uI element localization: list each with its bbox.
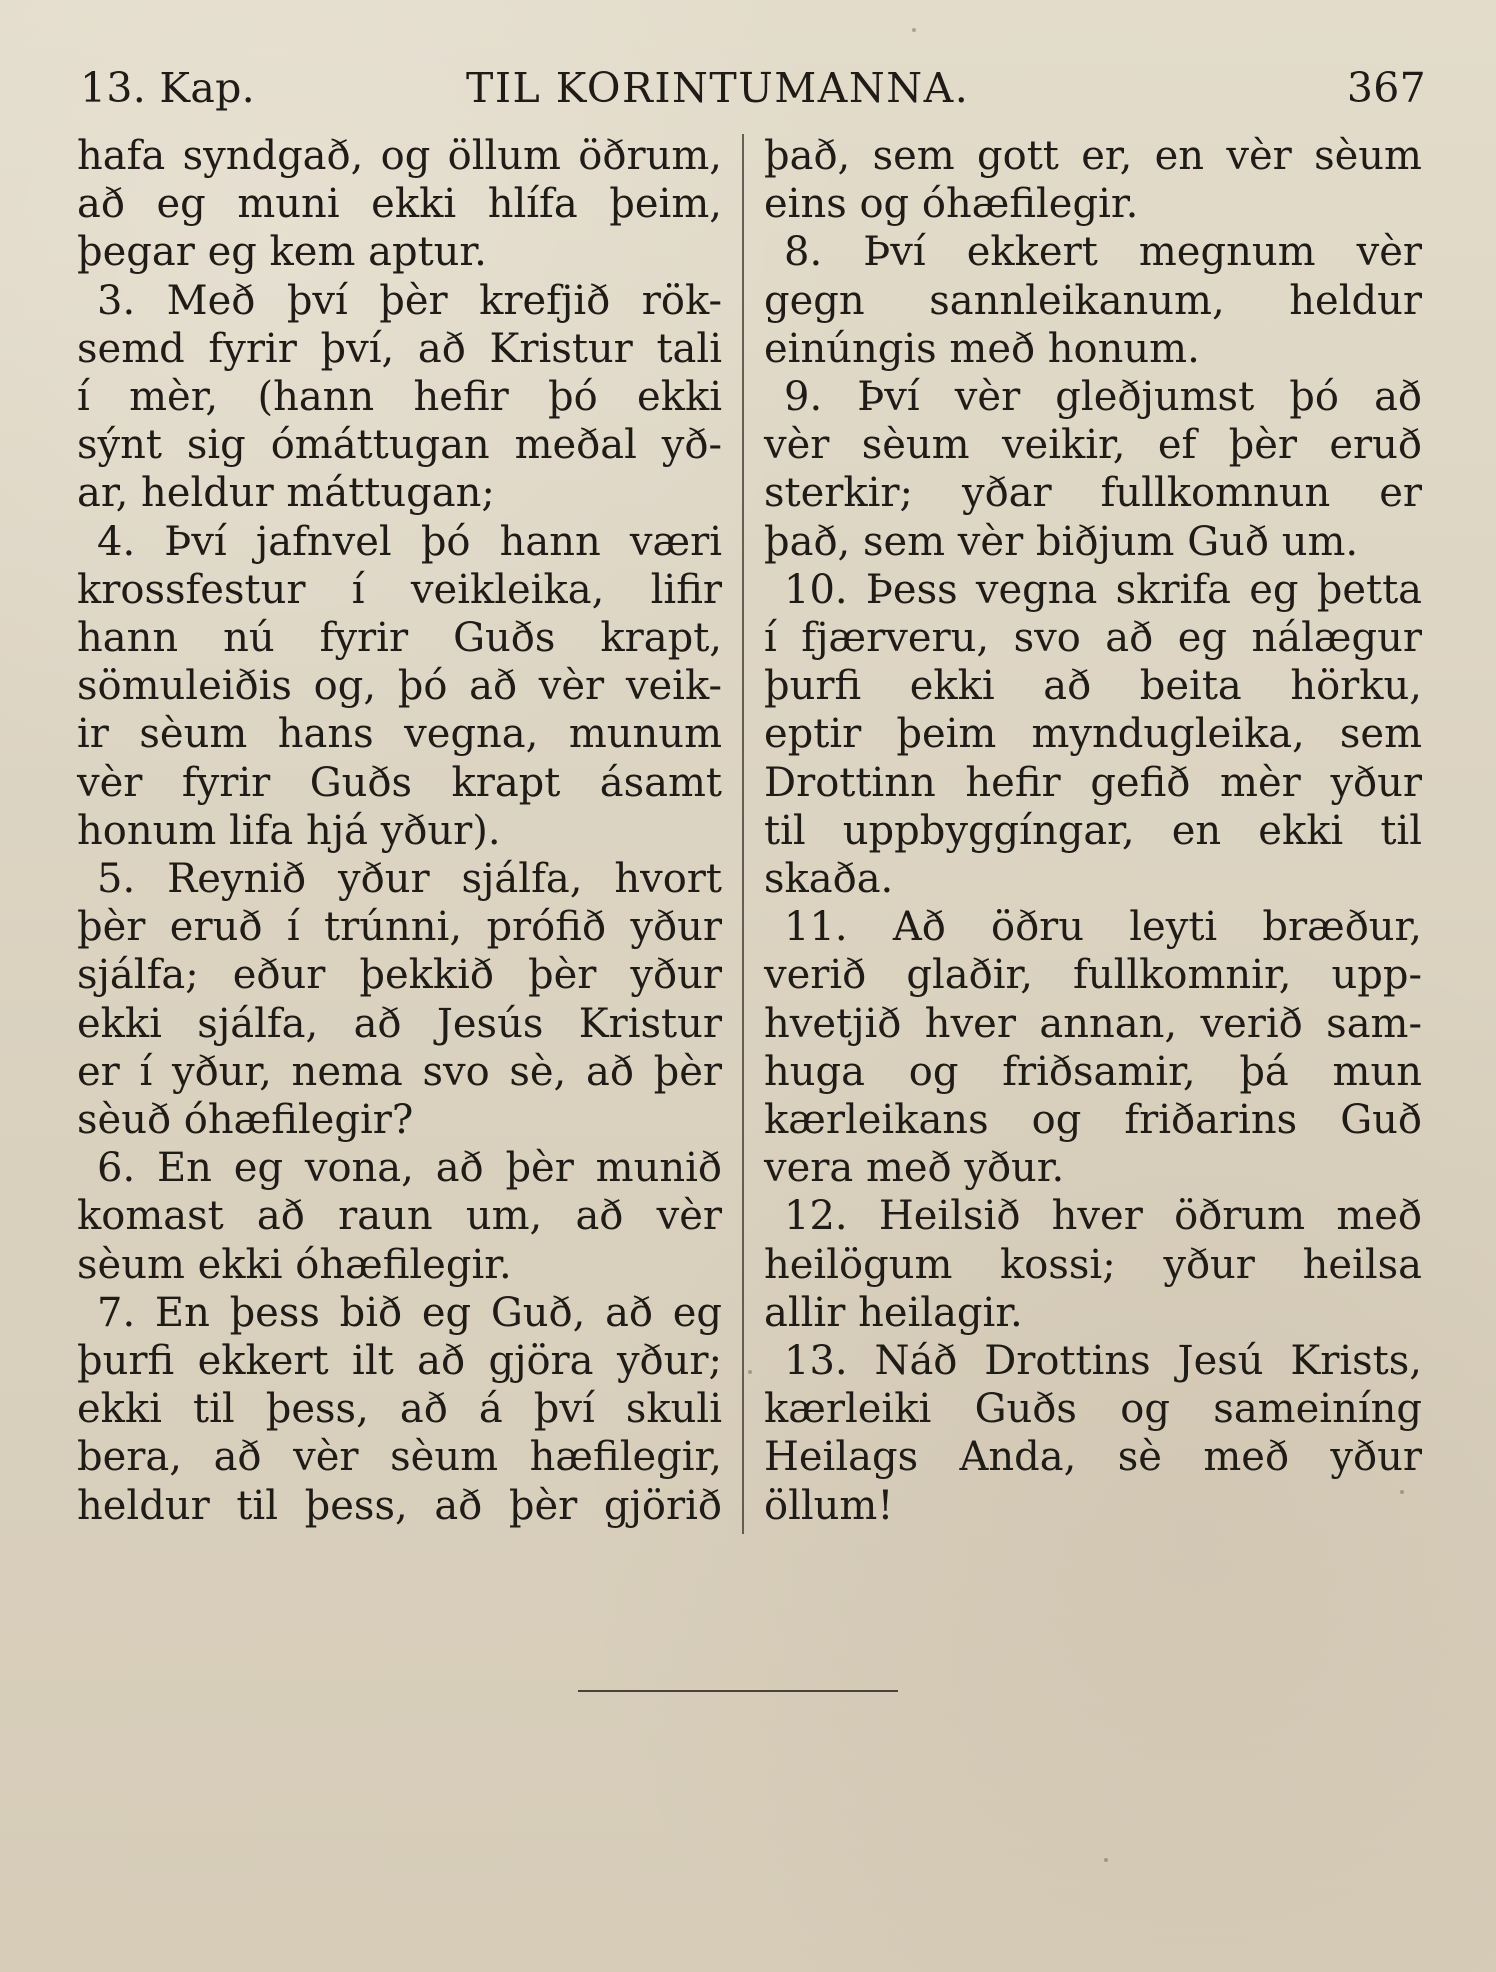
right-column-line: eptir þeim myndugleika, sem <box>764 711 1422 758</box>
right-column-line: 11. Að öðru leyti bræður, <box>784 904 1422 951</box>
right-column-line: eins og óhæfilegir. <box>764 181 1139 228</box>
right-column-line: 13. Náð Drottins Jesú Krists, <box>784 1338 1422 1385</box>
right-column-line: skaða. <box>764 856 894 903</box>
left-column-line: krossfestur í veikleika, lifir <box>77 566 722 613</box>
left-column-line: ar, heldur máttugan; <box>77 470 495 517</box>
left-column-line: heldur til þess, að þèr gjörið <box>77 1482 722 1529</box>
right-column-line: 10. Þess vegna skrifa eg þetta <box>784 566 1422 613</box>
left-column-line: komast að raun um, að vèr <box>77 1193 722 1240</box>
right-column-line: 12. Heilsið hver öðrum með <box>784 1193 1422 1240</box>
left-column-line: 4. Því jafnvel þó hann væri <box>97 518 722 565</box>
left-column-line: ekki til þess, að á því skuli <box>77 1386 722 1433</box>
left-column-line: í mèr, (hann hefir þó ekki <box>77 374 722 421</box>
left-column-line: bera, að vèr sèum hæfilegir, <box>77 1434 722 1481</box>
right-column-line: einúngis með honum. <box>764 325 1200 372</box>
paper-speck <box>1400 1490 1404 1494</box>
left-column-line: þegar eg kem aptur. <box>77 229 487 276</box>
left-column-line: 6. En eg vona, að þèr munið <box>97 1145 722 1192</box>
left-column-line: sèum ekki óhæfilegir. <box>77 1241 512 1288</box>
left-column-line: honum lifa hjá yður). <box>77 807 501 854</box>
right-column-line: heilögum kossi; yður heilsa <box>764 1241 1422 1288</box>
left-column-line: ir sèum hans vegna, munum <box>77 711 722 758</box>
left-column-line: að eg muni ekki hlífa þeim, <box>77 181 722 228</box>
right-column-line: það, sem gott er, en vèr sèum <box>764 133 1422 179</box>
right-column-line: vera með yður. <box>764 1145 1065 1192</box>
left-column-line: sjálfa; eður þekkið þèr yður <box>77 952 722 999</box>
left-column-line: þèr eruð í trúnni, prófið yður <box>77 904 722 951</box>
right-column-line: sterkir; yðar fullkomnun er <box>764 470 1422 517</box>
right-column-line: verið glaðir, fullkomnir, upp- <box>764 952 1422 999</box>
left-column-line: þurfi ekkert ilt að gjöra yður; <box>77 1338 722 1385</box>
left-column-line: ekki sjálfa, að Jesús Kristur <box>77 1000 722 1047</box>
right-column-line: allir heilagir. <box>764 1289 1023 1336</box>
right-column-line: 8. Því ekkert megnum vèr <box>784 229 1422 276</box>
right-column-line: Heilags Anda, sè með yður <box>764 1434 1422 1481</box>
paper-speck <box>912 28 916 32</box>
left-column-line: vèr fyrir Guðs krapt ásamt <box>77 759 722 806</box>
left-column-line: hafa syndgað, og öllum öðrum, <box>77 133 722 179</box>
right-column-line: til uppbyggíngar, en ekki til <box>764 807 1422 854</box>
right-column-line: þurfi ekki að beita hörku, <box>764 663 1422 710</box>
left-column-line: semd fyrir því, að Kristur tali <box>77 325 722 372</box>
paper-speck <box>748 1370 752 1374</box>
page-number: 367 <box>1346 64 1426 112</box>
left-column-line: 5. Reynið yður sjálfa, hvort <box>97 856 722 903</box>
left-column-line: 7. En þess bið eg Guð, að eg <box>97 1289 722 1336</box>
left-column-line: sýnt sig ómáttugan meðal yð- <box>77 422 722 469</box>
left-column-line: hann nú fyrir Guðs krapt, <box>77 615 722 662</box>
right-column-line: í fjærveru, svo að eg nálægur <box>764 615 1422 662</box>
right-column-line: 9. Því vèr gleðjumst þó að <box>784 374 1422 421</box>
column-divider <box>742 134 744 1534</box>
right-column-line: huga og friðsamir, þá mun <box>764 1048 1422 1095</box>
left-column-line: sömuleiðis og, þó að vèr veik- <box>77 663 722 710</box>
right-column-line: hvetjið hver annan, verið sam- <box>764 1000 1422 1047</box>
right-column-line: það, sem vèr biðjum Guð um. <box>764 518 1359 565</box>
right-column-line: öllum! <box>764 1482 894 1529</box>
running-header <box>80 60 1426 116</box>
end-rule <box>578 1690 898 1692</box>
book-title: TIL KORINTUMANNA. <box>466 64 970 112</box>
left-text-column <box>77 132 722 1530</box>
chapter-label: 13. Kap. <box>80 64 255 112</box>
right-text-column <box>764 132 1422 1530</box>
right-column-line: Drottinn hefir gefið mèr yður <box>764 759 1422 806</box>
left-column-line: 3. Með því þèr krefjið rök- <box>97 277 722 324</box>
paper-speck <box>1104 1858 1108 1862</box>
right-column-line: kærleiki Guðs og sameiníng <box>764 1386 1422 1433</box>
left-column-line: er í yður, nema svo sè, að þèr <box>77 1048 722 1095</box>
right-column-line: kærleikans og friðarins Guð <box>764 1097 1422 1144</box>
right-column-line: gegn sannleikanum, heldur <box>764 277 1422 324</box>
left-column-line: sèuð óhæfilegir? <box>77 1097 414 1144</box>
right-column-line: vèr sèum veikir, ef þèr eruð <box>764 422 1422 469</box>
